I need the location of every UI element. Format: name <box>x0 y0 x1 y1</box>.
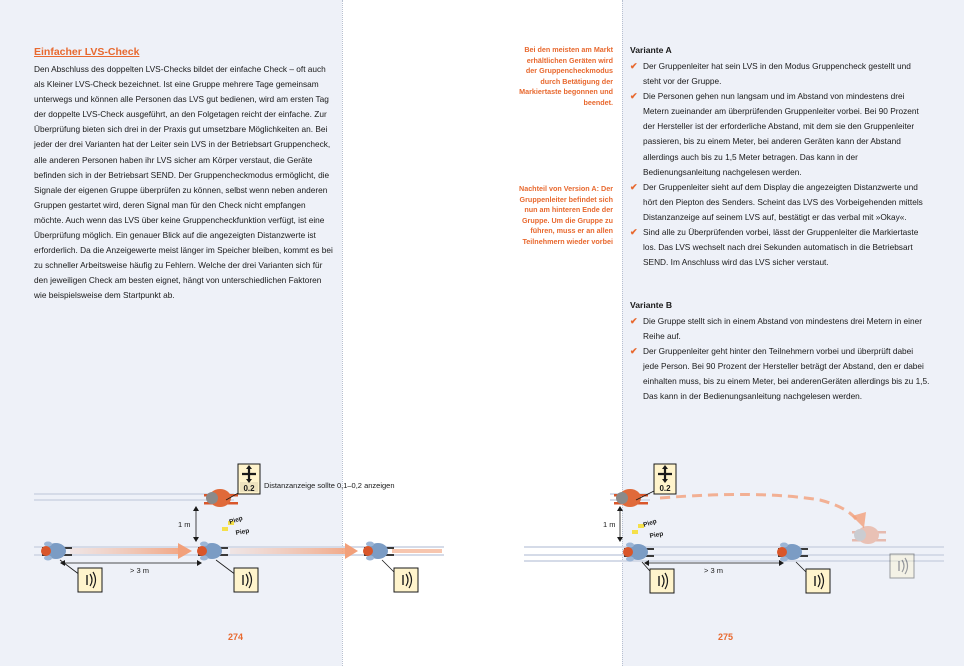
send-signal-icon <box>234 568 258 592</box>
arrow-head <box>852 512 866 528</box>
check-icon: ✔ <box>630 227 638 238</box>
leader-path <box>660 494 858 522</box>
send-signal-icon <box>890 554 914 578</box>
arrow-head <box>345 543 358 559</box>
ski-track <box>524 554 944 556</box>
list-item: ✔ Die Personen gehen nun langsam und im Abstand von mindestens drei Metern zueinander am überprüfenden Gruppenleiter vorbei. Bei 90 Prozent der Hersteller ist der erforderliche Abstand, mit dem sie den Gruppenleiter passieren, bis zu einem Meter, bei anderen Geräten kann der Abstand allerdings auch bis zu 1,5 Meter betragen. Das kann in der Bedienungsanleitung nachgelesen werden. <box>630 91 919 177</box>
beep-label: Piep <box>228 515 244 526</box>
ski-track <box>524 546 944 548</box>
ski-track <box>34 499 234 501</box>
distance-vertical: 1 m <box>178 520 191 529</box>
beep-label: Piep <box>642 518 658 529</box>
variant-b-list <box>630 314 930 405</box>
send-signal-icon <box>806 569 830 593</box>
skier-participant <box>777 543 808 562</box>
ski-track <box>524 560 944 562</box>
distance-horizontal: > 3 m <box>130 566 149 575</box>
illustration-right <box>524 464 944 593</box>
margin-note-nachteil: Nachteil von Version A: Der Gruppenleiter befindet sich nun am hinteren Ende der Gruppe. Um die Gruppe zu führen, muss er an allen Teilnehmern wieder vorbei <box>519 184 613 246</box>
lvs-display <box>654 464 676 494</box>
variant-a-list <box>630 59 930 270</box>
page-number-left: 274 <box>228 632 244 642</box>
variant-a-title: Variante A <box>630 45 672 55</box>
distance-vertical: 1 m <box>603 520 616 529</box>
movement-arrow <box>70 548 180 554</box>
skier-participant <box>197 542 228 561</box>
list-item: ✔ Sind alle zu Überprüfenden vorbei, lässt der Gruppenleiter die Markiertaste los. Das LVS wechselt nach drei Sekunden automatisch in die Betriebsart SEND. Im Anschluss wird das LVS sicher verstaut. <box>630 227 919 268</box>
movement-arrow <box>230 548 350 554</box>
skier-group-leader <box>614 489 648 507</box>
illustration-left <box>34 464 444 592</box>
arrow-head <box>178 543 192 559</box>
skier-participant <box>623 543 654 562</box>
skier-participant <box>363 542 394 561</box>
display-value: 0.2 <box>659 484 671 493</box>
list-item: ✔ Die Gruppe stellt sich in einem Abstand von mindestens drei Metern in einer Reihe auf. <box>630 316 923 342</box>
skier-participant <box>41 542 72 561</box>
body-text-left: Den Abschluss des doppelten LVS-Checks bildet der einfache Check – oft auch als Kleiner LVS-Check bezeichnet. Ist eine Gruppe mehrere Tage gemeinsam unterwegs und können alle Personen das LVS gut bedienen, wird am ersten Tag der doppelte LVS-Check ausgeführt, an den Folgetagen reicht der einfache. Zur Überprüfung bieten sich drei in der Praxis gut umsetzbare Möglichkeiten an. Bei jeder der drei Varianten hat der Leiter sein LVS in der Betriebsart Gruppencheck, alle anderen Personen haben ihr LVS sicher am Körper verstaut, die Geräte befinden sich in der Betriebsart SEND. Der Gruppencheckmodus ermöglicht, die Signale der eigenen Gruppe überprüfen zu können, selbst wenn neben anderen Gruppen gestartet wird, deren Signal man für den Check nicht empfangen möchte. Auch wenn das LVS über keine Gruppencheckfunktion verfügt, ist eine Überprüfung möglich. Ein genauer Blick auf die angezeigten Distanzwerte ist erforderlich. Da die Anzeigewerte meist länger im Speicher bleiben, kommt es bei zu schneller Arbeitsweise häufig zu Fehlern. Welche der drei Varianten sich für den jeweiligen Check am besten eignet, hängt von unterschiedlichen Faktoren wie beispielsweise dem Startpunkt ab. <box>34 64 333 301</box>
check-icon: ✔ <box>630 61 638 71</box>
skier-group-leader <box>204 489 238 507</box>
beep-label: Piep <box>235 527 250 537</box>
variant-b-title: Variante B <box>630 300 673 310</box>
list-item: ✔ Der Gruppenleiter sieht auf dem Display die angezeigten Distanzwerte und hört den Piepton des Senders. Scheint das LVS des Vorbeigehenden mittels Distanzanzeige auf seinem LVS auf, bestätigt er das verbal mit »Okay«. <box>630 181 923 222</box>
check-icon: ✔ <box>630 91 638 102</box>
margin-note-gruppencheck: Bei den meisten am Markt erhältlichen Geräten wird der Gruppencheckmodus durch Betätigung der Markiertaste begonnen und beendet. <box>519 45 613 107</box>
distance-horizontal: > 3 m <box>704 566 723 575</box>
check-icon: ✔ <box>630 346 638 357</box>
list-item: ✔ Der Gruppenleiter hat sein LVS in den Modus Gruppencheck gestellt und steht vor der Gruppe. <box>630 61 911 87</box>
check-icon: ✔ <box>630 316 638 326</box>
list-item: ✔ Der Gruppenleiter geht hinter den Teilnehmern vorbei und überprüft dabei jede Person. Bei 90 Prozent der Hersteller beträgt der Abstand, den er dabei einhalten muss, bis zu einem Meter, bei anderenGeräten allerdings bis zu 1,5. Das kann in der Bedienungsanleitung nachgelesen werden. <box>630 346 930 402</box>
lvs-display <box>238 464 260 494</box>
send-signal-icon <box>394 568 418 592</box>
page-number-right: 275 <box>718 632 734 642</box>
distance-caption: Distanzanzeige sollte 0,1–0,2 anzeigen <box>264 481 395 490</box>
send-signal-icon <box>78 568 102 592</box>
skier-leader-ghost <box>852 526 886 544</box>
movement-arrow <box>392 549 442 553</box>
beep-label: Piep <box>649 530 664 540</box>
section-heading: Einfacher LVS-Check <box>34 46 140 58</box>
display-value: 0.2 <box>243 484 255 493</box>
lvs-check-illustration <box>0 455 964 605</box>
send-signal-icon <box>650 569 674 593</box>
check-icon: ✔ <box>630 181 638 192</box>
